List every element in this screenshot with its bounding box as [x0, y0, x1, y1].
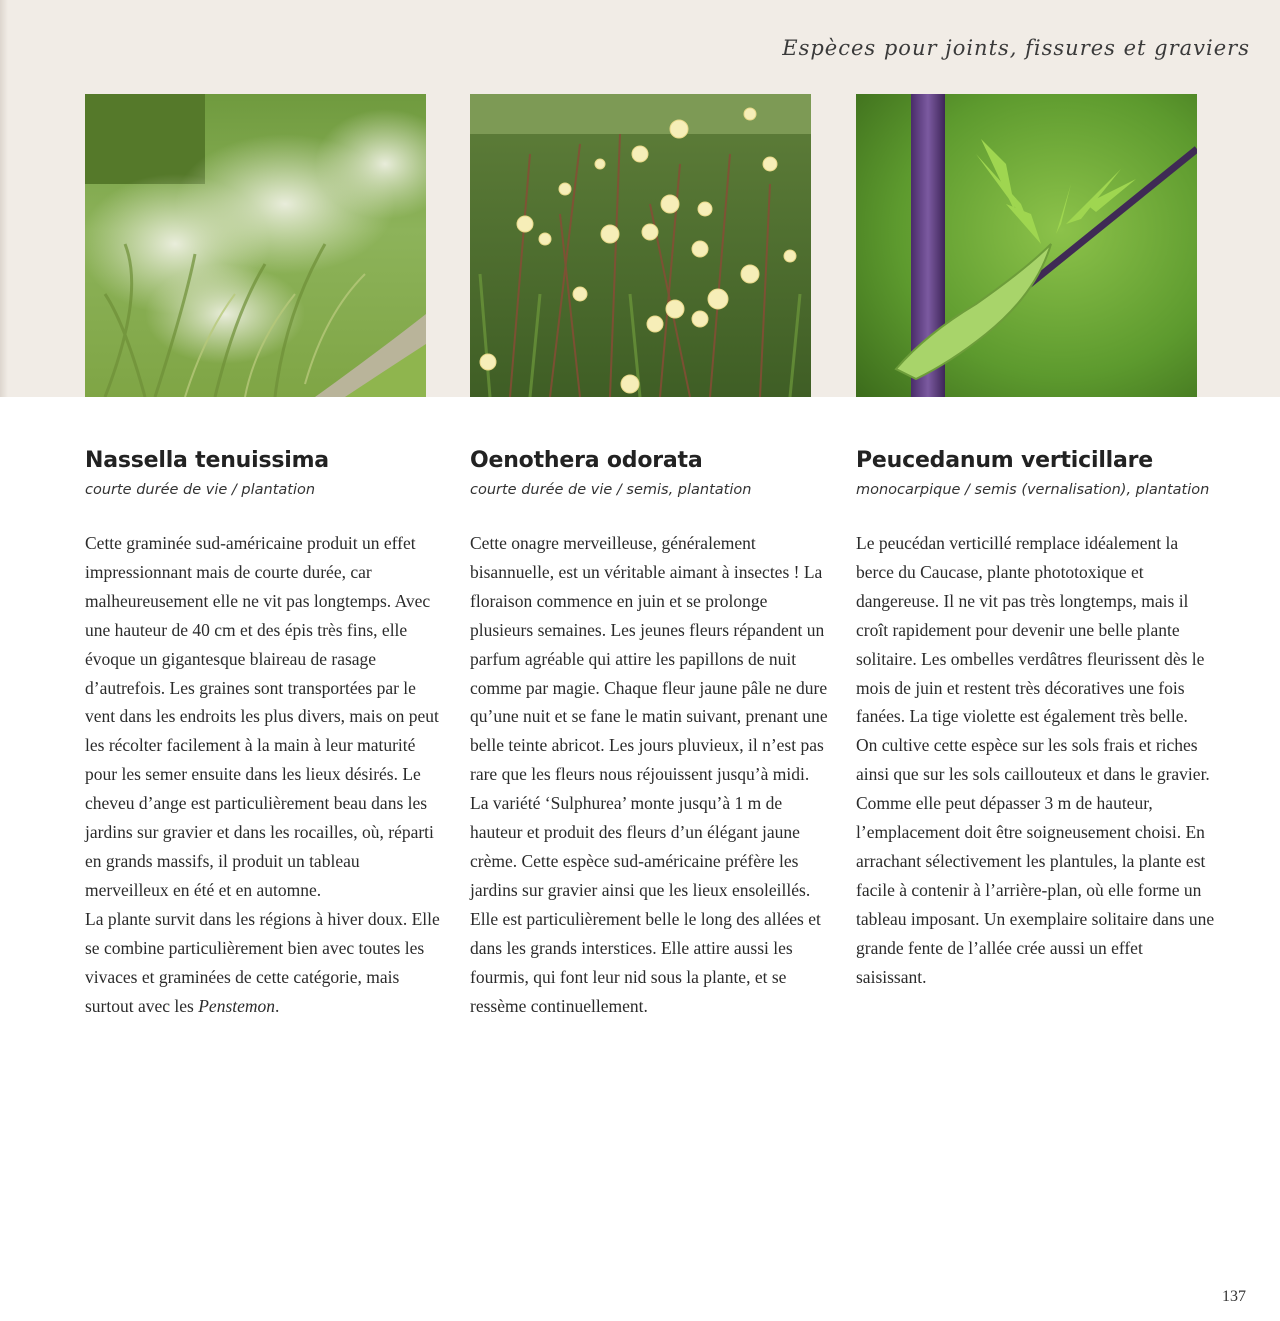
- plant-subtitle: courte durée de vie / plantation: [85, 482, 316, 498]
- paragraph: On cultive cette espèce sur les sols frais et riches ainsi que sur les sols caillouteux et dans le gravier. Comme elle peut dépasser 3 m de hauteur, l’emplacement doit être soigneusement choisi. En arrachant sélectivement les plantules, la plante est facile à contenir à l’arrière-plan, où elle forme un tableau imposant. Un exemplaire solitaire dans une grande fente de l’allée crée aussi un effet saisissant.: [856, 735, 1215, 987]
- plant-column-oenothera: [470, 445, 830, 1020]
- page-number: 137: [1222, 1288, 1246, 1305]
- plant-name: Nassella tenuissima: [85, 448, 329, 473]
- plant-description: [856, 529, 1216, 992]
- plant-name: Peucedanum verticillare: [856, 448, 1154, 473]
- section-title: Espèces pour joints, fissures et graviers: [782, 36, 1250, 60]
- photo-nassella-tenuissima: [85, 94, 426, 397]
- photo-peucedanum-verticillare: [856, 94, 1197, 397]
- plant-name: Oenothera odorata: [470, 448, 703, 473]
- plant-description: [85, 529, 445, 1020]
- page-gutter-shadow: [0, 0, 8, 397]
- italic-genus: Penstemon: [198, 995, 276, 1016]
- plant-column-nassella: [85, 445, 445, 1020]
- plant-column-peucedanum: [856, 445, 1216, 992]
- photo-oenothera-odorata: [470, 94, 811, 397]
- plant-description: [470, 529, 830, 1020]
- paragraph: La plante survit dans les régions à hiver doux. Elle se combine particulièrement bien avec toutes les vivaces et graminées de cette catégorie, mais surtout avec les Penstemon.: [85, 908, 440, 1016]
- paragraph: Cette graminée sud-américaine produit un effet impressionnant mais de courte durée, car malheureusement elle ne vit pas longtemps. Avec une hauteur de 40 cm et des épis très fins, elle évoque un gigantesque blaireau de rasage d’autrefois. Les graines sont transportées par le vent dans les endroits les plus divers, mais on peut les récolter facilement à la main à leur maturité pour les semer ensuite dans les lieux désirés. Le cheveu d’ange est particulièrement beau dans les jardins sur gravier et dans les rocailles, où, réparti en grands massifs, il produit un tableau merveilleux en été et en automne.: [85, 533, 439, 900]
- paragraph: Cette onagre merveilleuse, généralement bisannuelle, est un véritable aimant à insectes ! La floraison commence en juin et se prolonge plusieurs semaines. Les jeunes fleurs répandent un parfum agréable qui attire les papillons de nuit comme par magie. Chaque fleur jaune pâle ne dure qu’une nuit et se fane le matin suivant, prenant une belle teinte abricot. Les jours pluvieux, il n’est pas rare que les fleurs nous réjouissent jusqu’à midi. La variété ‘Sulphurea’ monte jusqu’à 1 m de hauteur et produit des fleurs d’un élégant jaune crème. Cette espèce sud-américaine préfère les jardins sur gravier ainsi que les lieux ensoleillés. Elle est particulièrement belle le long des allées et dans les grands interstices. Elle attire aussi les fourmis, qui font leur nid sous la plante, et se ressème continuellement.: [470, 533, 828, 1016]
- plant-subtitle: monocarpique / semis (vernalisation), plantation: [856, 482, 1210, 498]
- paragraph: Le peucédan verticillé remplace idéalement la berce du Caucase, plante phototoxique et dangereuse. Il ne vit pas très longtemps, mais il croît rapidement pour devenir une belle plante solitaire. Les ombelles verdâtres fleurissent dès le mois de juin et restent très décoratives une fois fanées. La tige violette est également très belle.: [856, 533, 1205, 727]
- plant-subtitle: courte durée de vie / semis, plantation: [470, 482, 752, 498]
